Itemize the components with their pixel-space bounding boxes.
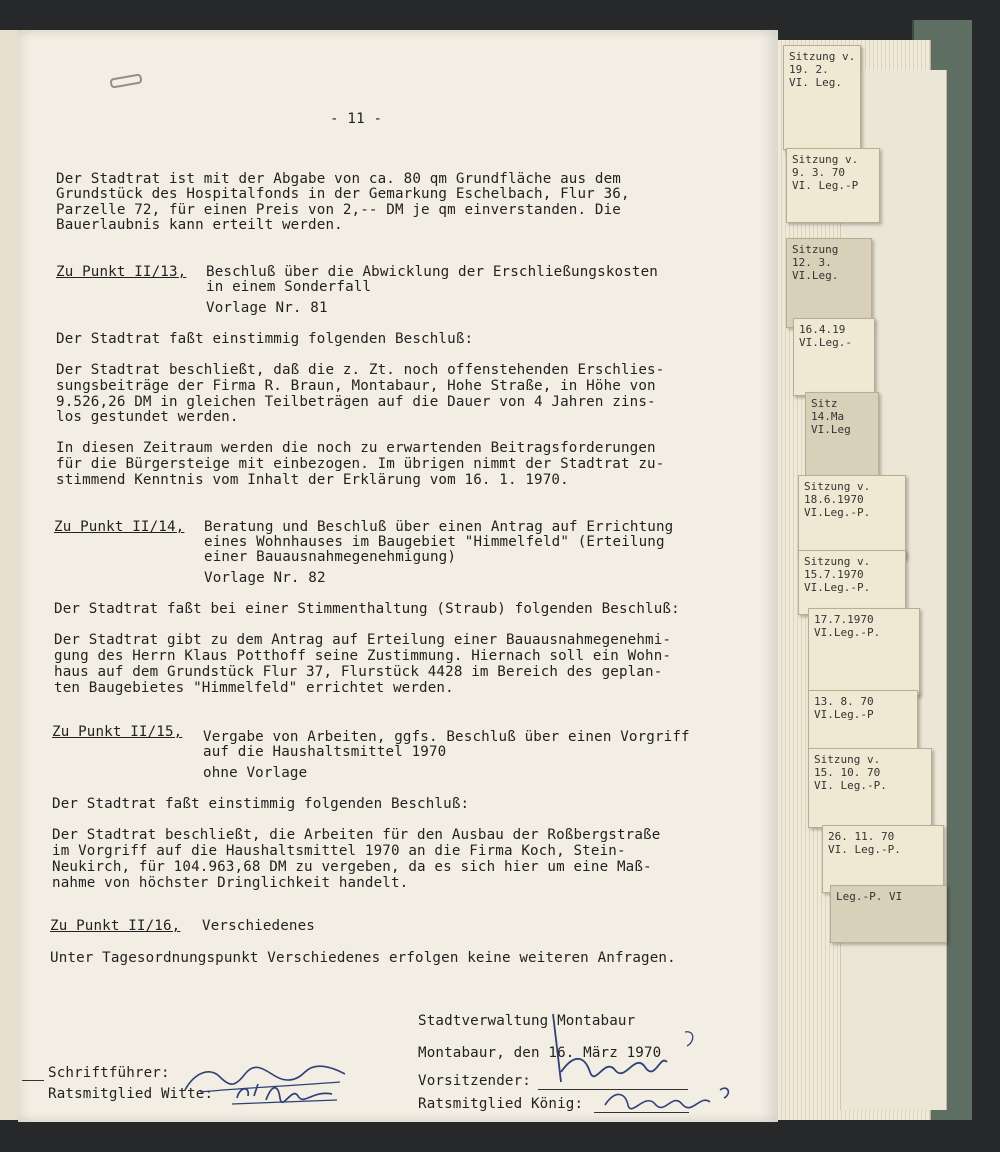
secretary-label: Schriftführer: xyxy=(48,1065,170,1081)
margin-dash xyxy=(22,1080,44,1081)
index-tab: Sitzung v. 15. 10. 70 VI. Leg.-P. xyxy=(808,748,932,828)
intro-line: Parzelle 72, für einen Preis von 2,-- DM je qm einverstanden. Die xyxy=(56,202,621,218)
item-key: Zu Punkt II/16, xyxy=(50,918,181,934)
staple-mark xyxy=(109,73,142,88)
intro-line: Der Stadtrat ist mit der Abgabe von ca. 80 qm Grundfläche aus dem xyxy=(56,171,621,187)
member-koenig-label: Ratsmitglied König: xyxy=(418,1096,584,1112)
page-number: - 11 - xyxy=(330,111,383,127)
item-title: Beschluß über die Abwicklung der Erschließungskosten xyxy=(206,264,658,280)
member-witte-label: Ratsmitglied Witte: xyxy=(48,1086,214,1102)
item-vorlage: ohne Vorlage xyxy=(203,765,308,781)
item-body-line: für die Bürgersteige mit einbezogen. Im übrigen nimmt der Stadtrat zu- xyxy=(56,456,665,472)
item-key: Zu Punkt II/13, xyxy=(56,264,187,280)
place-date: Montabaur, den 16. März 1970 xyxy=(418,1045,662,1061)
item-body-line: Der Stadtrat beschließt, die Arbeiten für den Ausbau der Roßbergstraße xyxy=(52,827,661,843)
item-decision: Der Stadtrat faßt einstimmig folgenden Beschluß: xyxy=(56,331,474,347)
item-body-line: Neukirch, für 104.963,68 DM zu vergeben, da es sich hier um eine Maß- xyxy=(52,859,652,875)
index-tab: 26. 11. 70 VI. Leg.-P. xyxy=(822,825,944,893)
item-key: Zu Punkt II/14, xyxy=(54,519,185,535)
item-title: auf die Haushaltsmittel 1970 xyxy=(203,744,447,760)
left-page-edge xyxy=(0,30,19,1120)
index-tab: Sitzung v. 19. 2. VI. Leg. xyxy=(783,45,861,150)
item-body-line: nahme von höchster Dringlichkeit handelt. xyxy=(52,875,409,891)
index-tab: 17.7.1970 VI.Leg.-P. xyxy=(808,608,920,696)
item-title: eines Wohnhauses im Baugebiet "Himmelfeld" (Erteilung xyxy=(204,534,665,550)
item-body-line: stimmend Kenntnis vom Inhalt der Erklärung vom 16. 1. 1970. xyxy=(56,472,569,488)
item-title: in einem Sonderfall xyxy=(206,279,372,295)
intro-line: Bauerlaubnis kann erteilt werden. xyxy=(56,217,343,233)
item-title: Beratung und Beschluß über einen Antrag auf Errichtung xyxy=(204,519,674,535)
item-body-line: 9.526,26 DM in gleichen Teilbeträgen auf die Dauer von 4 Jahren zins- xyxy=(56,394,656,410)
index-tab: Sitzung 12. 3. VI.Leg. xyxy=(786,238,872,328)
item-decision: Der Stadtrat faßt einstimmig folgenden Beschluß: xyxy=(52,796,470,812)
koenig-signature xyxy=(600,1080,740,1120)
item-body-line: In diesen Zeitraum werden die noch zu erwartenden Beitragsforderungen xyxy=(56,440,656,456)
intro-line: Grundstück des Hospitalfonds in der Gemarkung Eschelbach, Flur 36, xyxy=(56,186,630,202)
witte-signature xyxy=(232,1078,342,1108)
item-body-line: im Vorgriff auf die Haushaltsmittel 1970 an die Firma Koch, Stein- xyxy=(52,843,626,859)
item-title: Verschiedenes xyxy=(202,918,315,934)
index-tab: Sitz 14.Ma VI.Leg xyxy=(805,392,879,482)
item-body-line: gung des Herrn Klaus Potthoff seine Zustimmung. Hiernach soll ein Wohn- xyxy=(54,648,672,664)
item-body-line: haus auf dem Grundstück Flur 37, Flurstück 4428 im Bereich des geplan- xyxy=(54,664,663,680)
item-body-line: sungsbeiträge der Firma R. Braun, Montabaur, Hohe Straße, in Höhe von xyxy=(56,378,656,394)
item-body-line: los gestundet werden. xyxy=(56,409,239,425)
item-vorlage: Vorlage Nr. 82 xyxy=(204,570,326,586)
item-vorlage: Vorlage Nr. 81 xyxy=(206,300,328,316)
index-tab: Leg.-P. VI xyxy=(830,885,947,943)
authority: Stadtverwaltung Montabaur xyxy=(418,1013,636,1029)
item-title: Vergabe von Arbeiten, ggfs. Beschluß über einen Vorgriff xyxy=(203,729,690,745)
item-key: Zu Punkt II/15, xyxy=(52,724,183,740)
item-body-line: Der Stadtrat gibt zu dem Antrag auf Erteilung einer Bauausnahmegenehmi- xyxy=(54,632,672,648)
item-body-line: Der Stadtrat beschließt, daß die z. Zt. noch offenstehenden Erschlies- xyxy=(56,362,665,378)
item-body-line: ten Baugebietes "Himmelfeld" errichtet werden. xyxy=(54,680,454,696)
item-title: einer Bauausnahmegenehmigung) xyxy=(204,549,457,565)
index-tab: Sitzung v. 18.6.1970 VI.Leg.-P. xyxy=(798,475,906,559)
item-body-line: Unter Tagesordnungspunkt Verschiedenes erfolgen keine weiteren Anfragen. xyxy=(50,950,676,966)
index-tab: Sitzung v. 9. 3. 70 VI. Leg.-P xyxy=(786,148,880,223)
index-tab: Sitzung v. 15.7.1970 VI.Leg.-P. xyxy=(798,550,906,615)
index-tab: 16.4.19 VI.Leg.- xyxy=(793,318,875,396)
chair-label: Vorsitzender: xyxy=(418,1073,531,1089)
index-tab: 13. 8. 70 VI.Leg.-P xyxy=(808,690,918,758)
item-decision: Der Stadtrat faßt bei einer Stimmenthaltung (Straub) folgenden Beschluß: xyxy=(54,601,680,617)
